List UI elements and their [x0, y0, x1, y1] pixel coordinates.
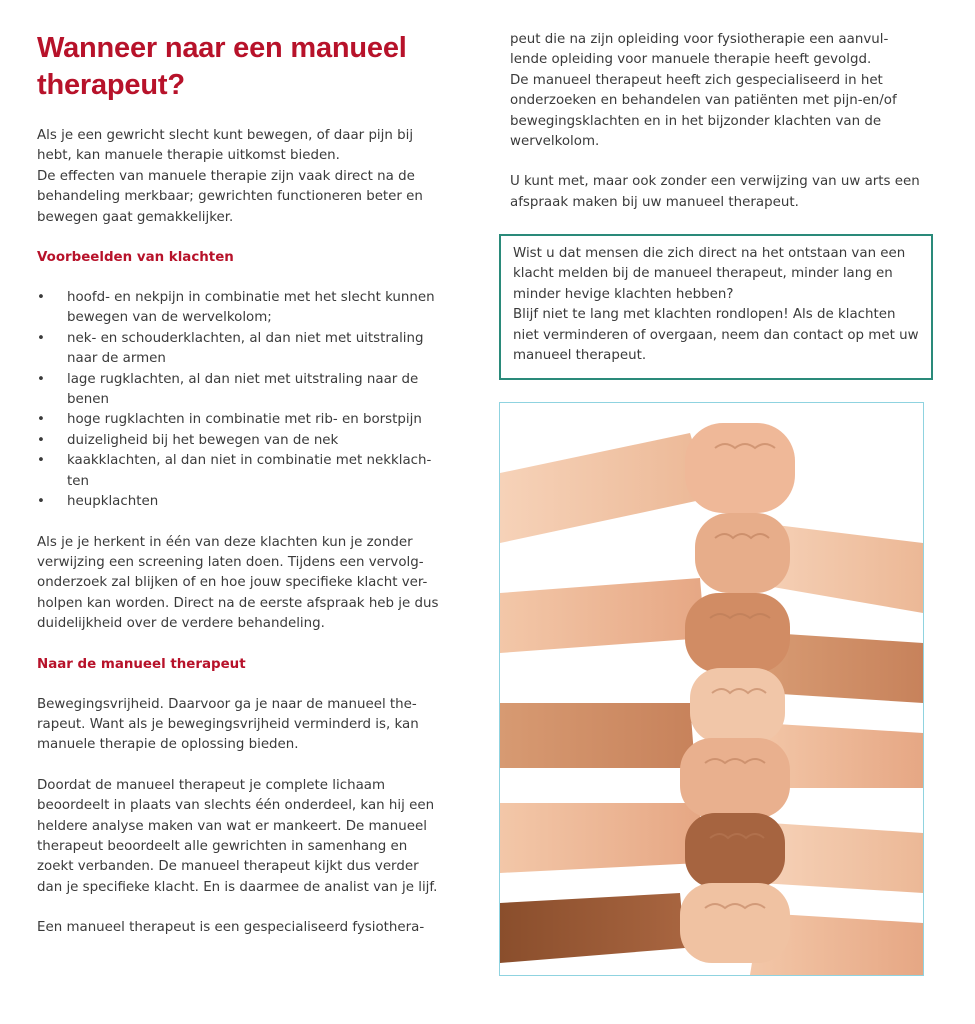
last-paragraph: Een manueel therapeut is een gespecialiseerd fysiothera-	[37, 920, 425, 936]
specialised-paragraph: De manueel therapeut heeft zich gespecialiseerd in het onderzoeken en behandelen van patiënten met pijn-en/of bewegingsklachten en in het bijzonder klachten van de wervelkolom.	[510, 72, 897, 150]
bullet-icon: •	[37, 290, 45, 306]
bullet-icon: •	[37, 412, 45, 428]
info-box-text-2: Blijf niet te lang met klachten rondlopen! Als de klachten niet verminderen of overgaan, neem dan contact op met uw manueel therapeut.	[513, 307, 919, 364]
list-item: • kaakklachten, al dan niet in combinatie met nekklach-ten	[37, 453, 432, 489]
list-item: • heupklachten	[37, 492, 442, 512]
bullet-icon: •	[37, 432, 45, 448]
heading-examples: Voorbeelden van klachten	[37, 250, 234, 266]
heading-to-therapist: Naar de manueel therapeut	[37, 656, 246, 672]
continued-paragraph: peut die na zijn opleiding voor fysiotherapie een aanvul-lende opleiding voor manuele therapie heeft gevolgd.	[510, 32, 889, 68]
intro-paragraph-2: De effecten van manuele therapie zijn vaak direct na de behandeling merkbaar; gewrichten functioneren beter en bewegen gaat gemakkelijker.	[37, 168, 423, 225]
list-item: • duizeligheid bij het bewegen van de nek	[37, 431, 442, 451]
right-column	[510, 30, 920, 213]
info-box	[499, 234, 933, 380]
left-column	[37, 30, 442, 939]
hands-photo	[499, 402, 924, 976]
referral-paragraph: U kunt met, maar ook zonder een verwijzing van uw arts een afspraak maken bij uw manueel therapeut.	[510, 174, 920, 210]
bullet-icon: •	[37, 453, 45, 469]
bullet-icon: •	[37, 330, 45, 346]
stacked-fists-illustration	[500, 403, 923, 975]
analysis-paragraph: Doordat de manueel therapeut je complete lichaam beoordeelt in plaats van slechts één onderdeel, kan hij een heldere analyse maken van wat er mankeert. De manueel therapeut beoordeelt alle gewrichten in samenhang en zoekt verbanden. De manueel therapeut kijkt dus verder dan je specifieke klacht. En is daarmee de analist van je lijf.	[37, 777, 438, 895]
intro-paragraph-1: Als je een gewricht slecht kunt bewegen, of daar pijn bij hebt, kan manuele therapie uitkomst bieden.	[37, 128, 414, 164]
list-item: • nek- en schouderklachten, al dan niet met uitstraling naar de armen	[37, 330, 424, 367]
list-item: • hoofd- en nekpijn in combinatie met het slecht kunnen bewegen van de wervelkolom;	[37, 290, 435, 326]
bullet-icon: •	[37, 371, 45, 387]
bullet-icon: •	[37, 494, 45, 510]
freedom-paragraph: Bewegingsvrijheid. Daarvoor ga je naar de manueel the-rapeut. Want als je bewegingsvrijheid verminderd is, kan manuele therapie de oplossing bieden.	[37, 696, 419, 753]
screening-paragraph: Als je je herkent in één van deze klachten kun je zonder verwijzing een screening laten doen. Tijdens een vervolg-onderzoek zal blijken of en hoe jouw specifieke klacht ver-holpen kan worden. Direct na de eerste afspraak heb je dus duidelijkheid over de verdere behandeling.	[37, 534, 439, 632]
list-item: • hoge rugklachten in combinatie met rib- en borstpijn	[37, 410, 442, 430]
info-box-text-1: Wist u dat mensen die zich direct na het ontstaan van een klacht melden bij de manueel therapeut, minder lang en minder hevige klachten hebben?	[513, 246, 906, 302]
complaints-list	[37, 288, 442, 512]
list-item: • lage rugklachten, al dan niet met uitstraling naar de benen	[37, 371, 419, 408]
page-title: Wanneer naar een manueel therapeut?	[37, 32, 407, 101]
